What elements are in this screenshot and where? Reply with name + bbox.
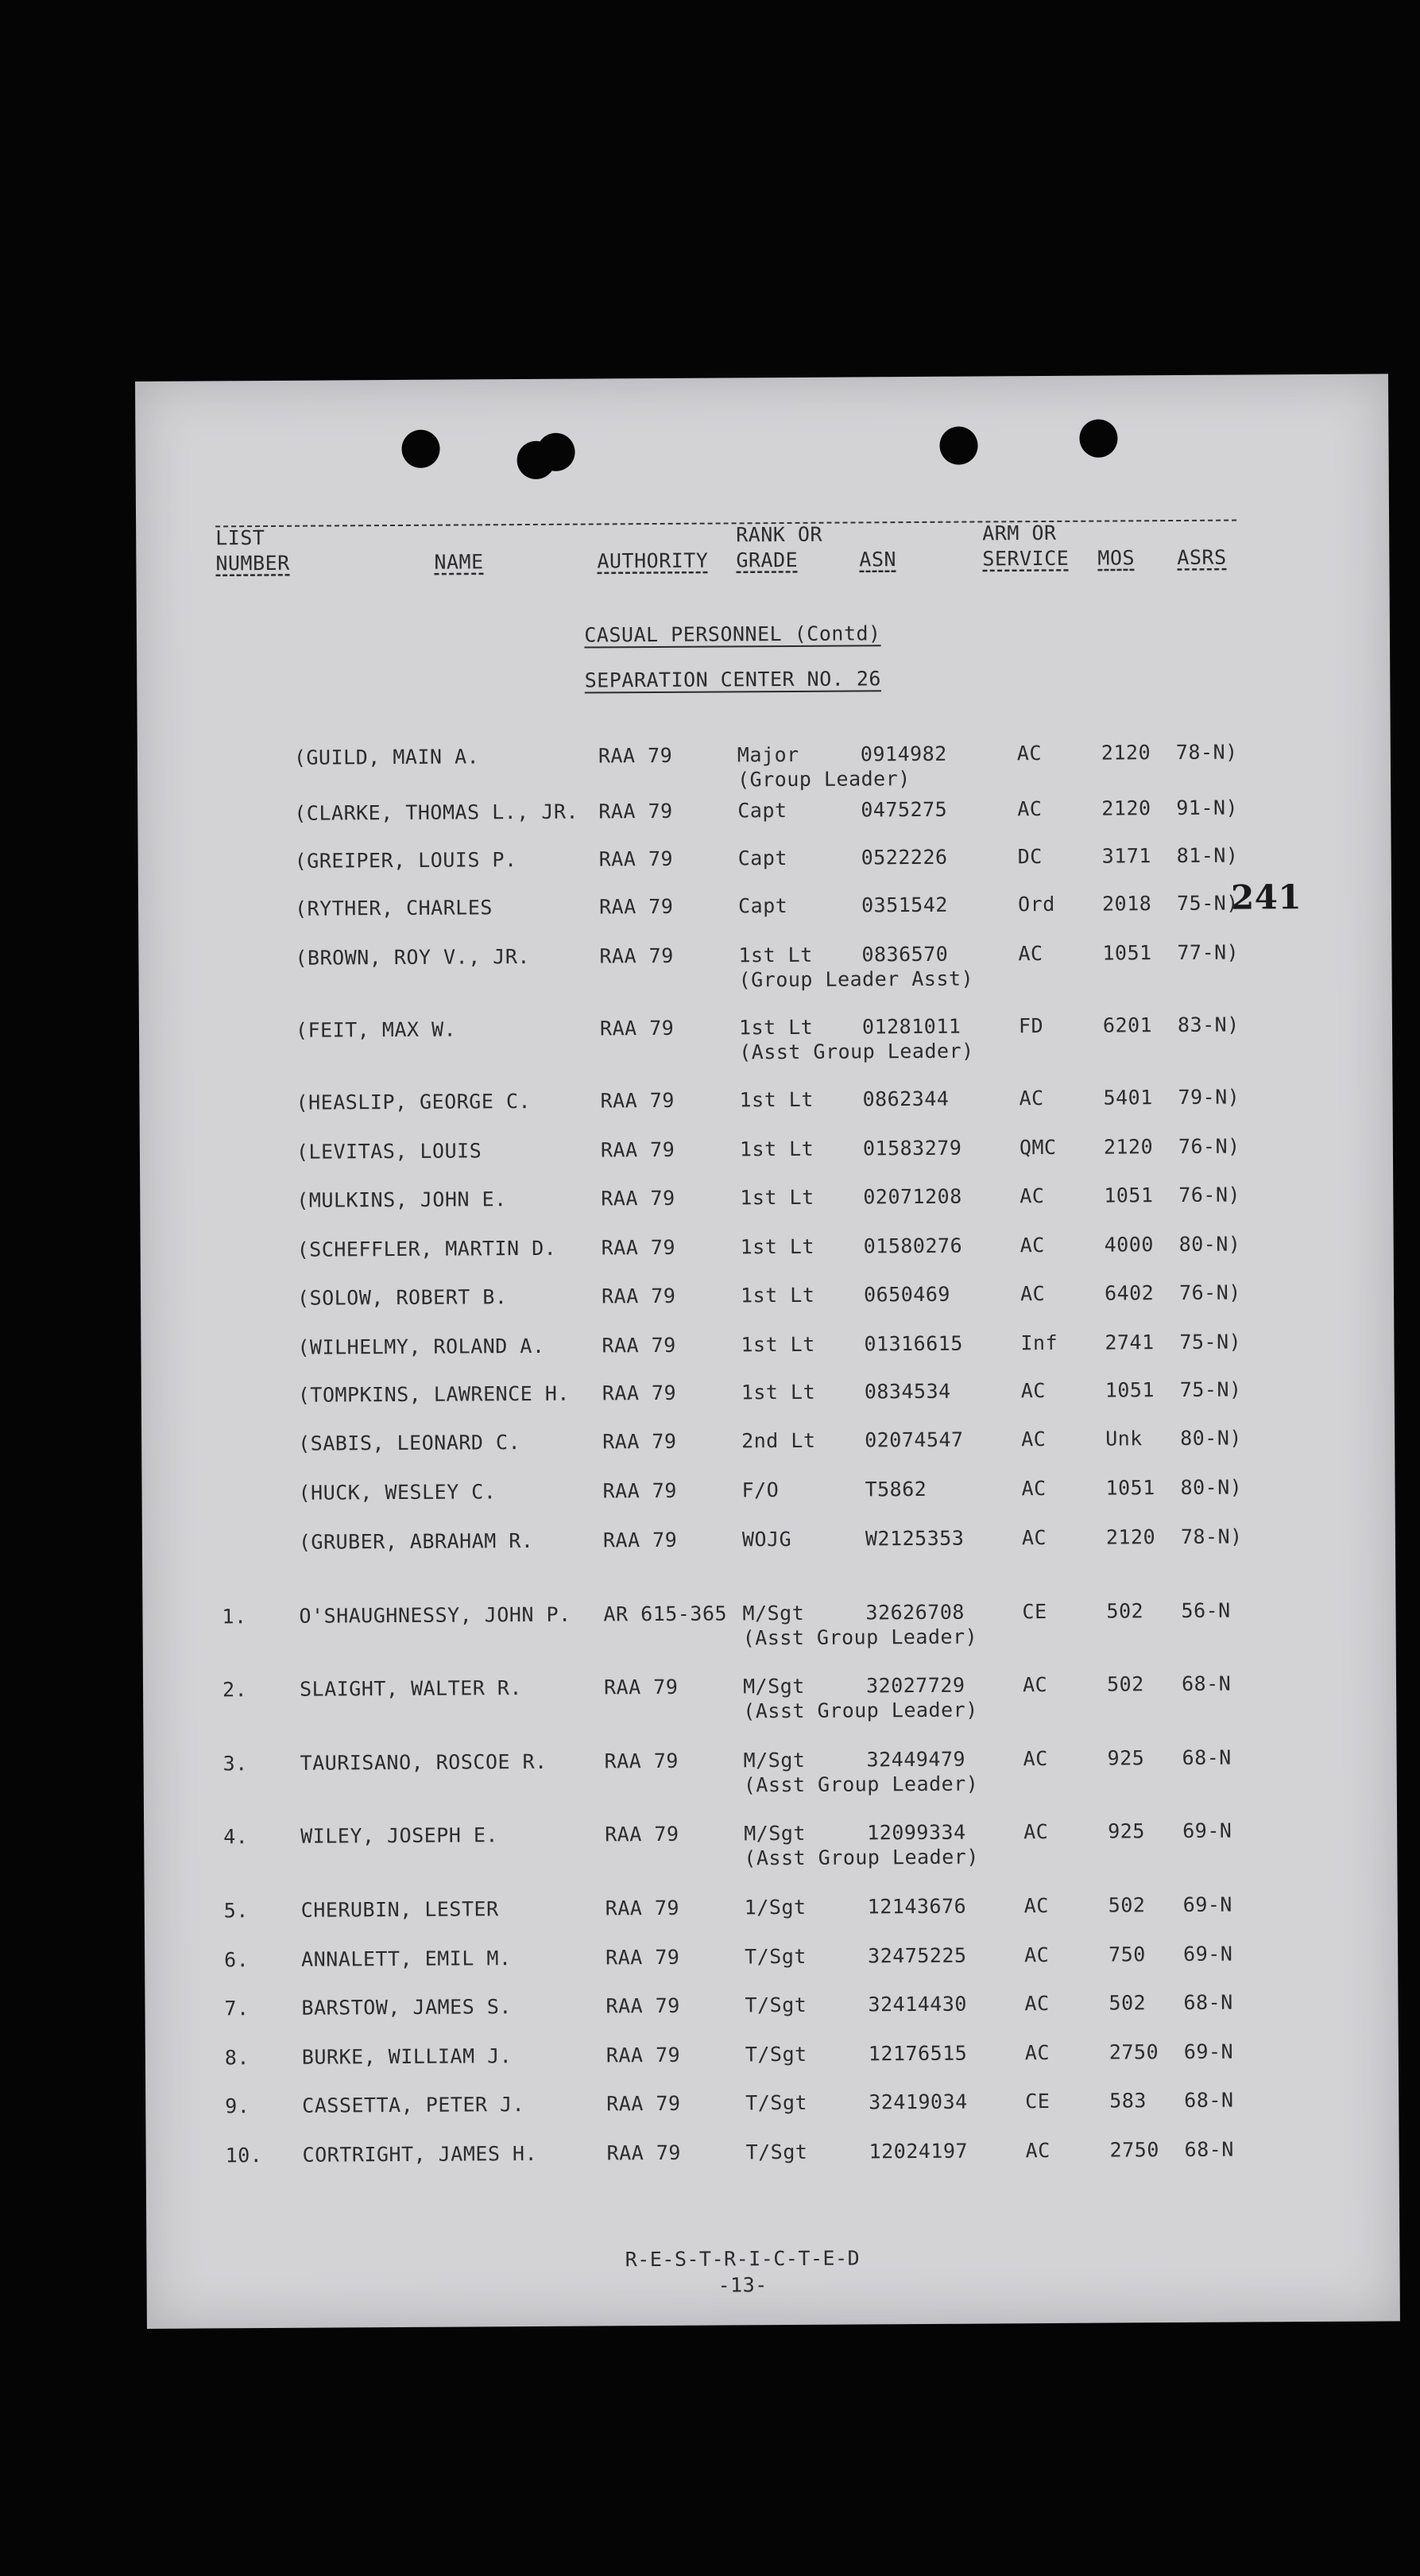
asrs: 68-N: [1184, 2137, 1234, 2161]
rank-grade: M/Sgt: [742, 1674, 805, 1699]
personnel-name: CORTRIGHT, JAMES H.: [302, 2141, 538, 2167]
officer-row: [138, 843, 1391, 898]
asn: 01281011: [861, 1014, 961, 1039]
header-arm-line1: ARM OR: [982, 521, 1057, 545]
officer-row: [139, 1084, 1392, 1140]
asrs: 80-N): [1180, 1475, 1243, 1499]
handwritten-page-number: 241: [1230, 877, 1302, 917]
authority: RAA 79: [598, 743, 673, 768]
asn: 32449479: [866, 1747, 966, 1772]
authority: RAA 79: [602, 1528, 678, 1552]
asn: 0914982: [860, 742, 947, 766]
mos: 502: [1108, 1893, 1146, 1917]
arm-service: Inf: [1020, 1331, 1058, 1355]
enlisted-row: [145, 2039, 1399, 2094]
personnel-name: (RYTHER, CHARLES: [294, 896, 493, 920]
assignment-note: (Asst Group Leader): [739, 1039, 974, 1064]
rank-grade: WOJG: [741, 1527, 792, 1551]
punch-hole: [536, 433, 575, 471]
asrs: 76-N): [1178, 1280, 1241, 1304]
mos: 925: [1108, 1819, 1145, 1843]
asn: 32475225: [868, 1943, 967, 1968]
authority: RAA 79: [601, 1186, 675, 1211]
authority: AR 615-365: [603, 1602, 728, 1626]
authority: RAA 79: [598, 846, 674, 871]
arm-service: CE: [1022, 1600, 1047, 1624]
asn: 12024197: [869, 2139, 969, 2163]
mos: 2120: [1101, 741, 1151, 765]
assignment-note: (Asst Group Leader): [743, 1772, 979, 1797]
rank-grade: M/Sgt: [744, 1821, 807, 1846]
arm-service: AC: [1021, 1526, 1047, 1550]
punch-hole: [401, 430, 439, 468]
header-name: NAME: [434, 550, 484, 574]
enlisted-row: [143, 1671, 1396, 1726]
personnel-name: TAURISANO, ROSCOE R.: [300, 1749, 547, 1775]
asrs: 79-N): [1178, 1085, 1240, 1109]
enlisted-row: [146, 2136, 1399, 2192]
section-subtitle: SEPARATION CENTER NO. 26: [584, 667, 881, 692]
mos: 1051: [1102, 941, 1152, 965]
authority: RAA 79: [606, 1945, 680, 1970]
asn: 01580276: [863, 1234, 963, 1258]
authority: RAA 79: [599, 943, 674, 968]
list-number: 3.: [222, 1752, 248, 1776]
authority: RAA 79: [602, 1429, 677, 1454]
authority: RAA 79: [606, 2091, 681, 2116]
personnel-name: (GREIPER, LOUIS P.: [294, 848, 517, 873]
mos: 502: [1106, 1672, 1144, 1696]
arm-service: CE: [1025, 2090, 1050, 2113]
asrs: 68-N: [1181, 1671, 1232, 1695]
officer-row: [141, 1231, 1394, 1287]
asn: 02074547: [865, 1427, 964, 1452]
mos: 2120: [1101, 796, 1151, 820]
assignment-note: (Asst Group Leader): [744, 1845, 979, 1870]
asn: 12099334: [867, 1820, 966, 1845]
officer-row: [138, 890, 1391, 946]
header-list-number-line2: NUMBER: [215, 551, 290, 575]
personnel-name: (BROWN, ROY V., JR.: [295, 944, 531, 970]
page-number: -13-: [718, 2273, 768, 2297]
asn: 0650469: [863, 1282, 950, 1307]
list-number: 5.: [223, 1899, 249, 1923]
rank-grade: 1st Lt: [740, 1185, 814, 1210]
authority: RAA 79: [606, 2140, 682, 2165]
header-asn: ASN: [859, 548, 897, 571]
assignment-note: (Asst Group Leader): [742, 1625, 978, 1650]
header-rank-line1: RANK OR: [736, 522, 823, 547]
asrs: 69-N: [1183, 2039, 1234, 2063]
mos: 2120: [1105, 1525, 1156, 1549]
list-number: 9.: [225, 2094, 250, 2118]
asrs: 77-N): [1177, 940, 1240, 965]
asn: 02071208: [863, 1184, 962, 1209]
list-number: 10.: [225, 2144, 263, 2167]
personnel-name: BURKE, WILLIAM J.: [301, 2044, 513, 2069]
punch-hole: [1079, 419, 1117, 457]
personnel-name: (WILHELMY, ROLAND A.: [297, 1334, 545, 1359]
header-mos: MOS: [1097, 546, 1136, 570]
arm-service: AC: [1021, 1477, 1047, 1501]
authority: RAA 79: [600, 1088, 675, 1113]
rank-grade: Capt: [737, 893, 788, 918]
officer-row: [141, 1280, 1394, 1335]
personnel-name: WILEY, JOSEPH E.: [300, 1823, 499, 1848]
authority: RAA 79: [599, 1016, 675, 1040]
personnel-name: (HUCK, WESLEY C.: [298, 1480, 497, 1505]
personnel-name: (TOMPKINS, LAWRENCE H.: [297, 1381, 571, 1407]
authority: RAA 79: [604, 1749, 679, 1773]
personnel-name: SLAIGHT, WALTER R.: [299, 1676, 523, 1701]
rank-grade: 1st Lt: [739, 1087, 814, 1112]
restricted-marking: R-E-S-T-R-I-C-T-E-D: [625, 2246, 861, 2272]
personnel-name: BARSTOW, JAMES S.: [301, 1995, 512, 2020]
arm-service: AC: [1020, 1234, 1045, 1257]
punch-hole: [939, 427, 977, 465]
header-list-number-line1: LIST: [215, 526, 265, 550]
officer-row: [137, 795, 1391, 850]
rank-grade: T/Sgt: [745, 2042, 807, 2067]
asn: 0862344: [862, 1087, 950, 1111]
personnel-name: (SOLOW, ROBERT B.: [296, 1285, 508, 1310]
officer-row: [141, 1474, 1395, 1530]
mos: 6201: [1102, 1013, 1153, 1037]
personnel-name: CASSETTA, PETER J.: [302, 2093, 525, 2117]
personnel-name: (GUILD, MAIN A.: [293, 745, 480, 769]
authority: RAA 79: [605, 1822, 679, 1846]
asn: 32027729: [865, 1673, 965, 1698]
arm-service: FD: [1018, 1014, 1044, 1038]
personnel-name: (LEVITAS, LOUIS: [296, 1139, 482, 1164]
officer-row: [141, 1329, 1394, 1385]
mos: Unk: [1105, 1427, 1143, 1451]
assignment-note: (Group Leader Asst): [738, 966, 974, 992]
authority: RAA 79: [602, 1333, 676, 1358]
arm-service: AC: [1024, 2041, 1050, 2065]
rank-grade: 1st Lt: [738, 943, 813, 967]
authority: RAA 79: [601, 1284, 676, 1308]
arm-service: AC: [1020, 1379, 1046, 1403]
list-number: 8.: [224, 2046, 250, 2070]
personnel-name: ANNALETT, EMIL M.: [301, 1947, 512, 1971]
mos: 2018: [1101, 892, 1152, 916]
arm-service: AC: [1016, 742, 1043, 765]
arm-service: AC: [1019, 1087, 1044, 1110]
arm-service: AC: [1021, 1427, 1047, 1451]
section-title: CASUAL PERSONNEL (Contd): [584, 622, 881, 647]
asrs: 78-N): [1180, 1524, 1243, 1548]
personnel-name: (CLARKE, THOMAS L., JR.: [294, 800, 579, 825]
arm-service: DC: [1017, 845, 1043, 869]
header-top-rule: [215, 520, 1236, 528]
document-page: [135, 374, 1400, 2329]
rank-grade: T/Sgt: [745, 1944, 807, 1969]
rank-grade: M/Sgt: [742, 1601, 805, 1625]
asrs: 78-N): [1175, 740, 1238, 765]
enlisted-row: [145, 1941, 1398, 1997]
mos: 1051: [1104, 1183, 1154, 1207]
mos: 2120: [1103, 1135, 1154, 1159]
asrs: 80-N): [1180, 1426, 1242, 1450]
mos: 583: [1109, 2089, 1147, 2113]
asn: 32626708: [865, 1600, 965, 1625]
asrs: 69-N: [1182, 1892, 1233, 1916]
personnel-name: (HEASLIP, GEORGE C.: [296, 1089, 532, 1114]
asrs: 91-N): [1176, 796, 1239, 820]
enlisted-row: [145, 1892, 1398, 1947]
asrs: 68-N: [1184, 2088, 1234, 2112]
asn: 32419034: [869, 2090, 968, 2114]
arm-service: AC: [1023, 1894, 1049, 1918]
rank-grade: T/Sgt: [745, 1993, 807, 2017]
mos: 3171: [1101, 844, 1151, 868]
arm-service: AC: [1017, 797, 1043, 821]
personnel-name: (SABIS, LEONARD C.: [298, 1431, 521, 1455]
asrs: 75-N): [1179, 1330, 1242, 1354]
arm-service: AC: [1020, 1184, 1045, 1208]
authority: RAA 79: [598, 894, 674, 919]
list-number: 2.: [222, 1678, 248, 1702]
officer-row: [140, 1182, 1393, 1238]
mos: 925: [1107, 1746, 1145, 1770]
asrs: 75-N): [1176, 891, 1239, 916]
asrs: 75-N): [1179, 1377, 1242, 1401]
asrs: 56-N: [1181, 1598, 1231, 1622]
authority: RAA 79: [606, 1993, 680, 2018]
enlisted-row: [144, 1818, 1397, 1873]
arm-service: AC: [1023, 1820, 1049, 1844]
assignment-note: (Asst Group Leader): [743, 1698, 978, 1723]
mos: 2750: [1109, 2138, 1159, 2162]
rank-grade: 1/Sgt: [744, 1895, 807, 1919]
list-number: 1.: [222, 1605, 247, 1629]
authority: RAA 79: [606, 2043, 681, 2067]
rank-grade: F/O: [741, 1478, 780, 1502]
asn: 0522226: [861, 845, 948, 870]
rank-grade: Major: [737, 742, 799, 767]
rank-grade: 1st Lt: [739, 1137, 814, 1161]
asn: 0351542: [861, 893, 948, 917]
mos: 2741: [1105, 1331, 1155, 1354]
list-number: 7.: [224, 1997, 250, 2020]
officer-row: [140, 1133, 1393, 1189]
header-authority: AUTHORITY: [597, 548, 709, 573]
authority: RAA 79: [602, 1478, 677, 1503]
list-number: 4.: [223, 1825, 249, 1849]
arm-service: AC: [1018, 942, 1043, 966]
asn: 01583279: [862, 1136, 962, 1160]
rank-grade: 2nd Lt: [741, 1428, 816, 1453]
officer-row: [142, 1524, 1395, 1579]
personnel-name: O'SHAUGHNESSY, JOHN P.: [299, 1602, 571, 1628]
asn: W2125353: [865, 1526, 965, 1551]
rank-grade: Capt: [737, 846, 787, 870]
personnel-name: (GRUBER, ABRAHAM R.: [298, 1528, 534, 1554]
authority: RAA 79: [600, 1137, 675, 1162]
mos: 2750: [1109, 2040, 1159, 2064]
asn: 12143676: [867, 1894, 967, 1919]
mos: 4000: [1104, 1233, 1154, 1257]
list-number: 6.: [224, 1948, 250, 1972]
asn: 0834534: [864, 1379, 951, 1404]
asrs: 80-N): [1178, 1232, 1241, 1256]
officer-row: [138, 939, 1391, 995]
header-arm-line2: SERVICE: [982, 546, 1070, 571]
personnel-name: (FEIT, MAX W.: [295, 1017, 457, 1042]
asrs: 68-N: [1182, 1745, 1232, 1769]
asrs: 83-N): [1177, 1013, 1240, 1037]
asrs: 76-N): [1178, 1134, 1240, 1158]
rank-grade: 1st Lt: [741, 1332, 815, 1357]
asn: T5862: [865, 1477, 927, 1501]
officer-row: [141, 1377, 1395, 1432]
officer-row: [137, 739, 1391, 795]
mos: 502: [1109, 1991, 1147, 2015]
enlisted-row: [145, 2087, 1399, 2143]
authority: RAA 79: [603, 1675, 679, 1699]
authority: RAA 79: [605, 1896, 680, 1920]
asrs: 76-N): [1178, 1183, 1241, 1207]
officer-row: [139, 1012, 1392, 1067]
personnel-name: (MULKINS, JOHN E.: [296, 1187, 507, 1212]
mos: 6402: [1104, 1281, 1155, 1305]
authority: RAA 79: [598, 799, 673, 823]
asn: 0475275: [861, 797, 948, 822]
rank-grade: M/Sgt: [743, 1748, 806, 1772]
asrs: 81-N): [1176, 843, 1239, 868]
rank-grade: Capt: [737, 798, 787, 823]
rank-grade: 1st Lt: [741, 1380, 816, 1404]
enlisted-row: [144, 1745, 1397, 1800]
assignment-note: (Group Leader): [737, 767, 911, 792]
arm-service: QMC: [1019, 1135, 1057, 1160]
arm-service: AC: [1022, 1673, 1048, 1697]
asn: 0836570: [861, 942, 949, 966]
enlisted-row: [142, 1598, 1395, 1653]
asrs: 69-N: [1182, 1819, 1232, 1842]
asn: 32414430: [868, 1992, 967, 2016]
officer-row: [141, 1425, 1395, 1481]
personnel-name: CHERUBIN, LESTER: [300, 1897, 499, 1922]
arm-service: AC: [1024, 1943, 1050, 1967]
asrs: 69-N: [1183, 1942, 1233, 1966]
mos: 502: [1106, 1599, 1144, 1623]
mos: 1051: [1105, 1378, 1155, 1402]
arm-service: AC: [1023, 1747, 1048, 1771]
rank-grade: T/Sgt: [745, 2090, 808, 2115]
arm-service: Ord: [1017, 892, 1055, 916]
header-asrs: ASRS: [1177, 545, 1227, 569]
rank-grade: 1st Lt: [738, 1015, 814, 1040]
mos: 5401: [1103, 1086, 1153, 1110]
arm-service: AC: [1024, 1992, 1050, 2016]
authority: RAA 79: [601, 1235, 676, 1260]
rank-grade: 1st Lt: [740, 1283, 815, 1307]
asn: 12176515: [868, 2041, 968, 2066]
arm-service: AC: [1025, 2139, 1050, 2163]
mos: 1051: [1105, 1476, 1155, 1500]
rank-grade: 1st Lt: [740, 1234, 815, 1259]
authority: RAA 79: [602, 1381, 677, 1405]
personnel-name: (SCHEFFLER, MARTIN D.: [296, 1236, 557, 1261]
enlisted-row: [145, 1989, 1398, 2045]
asrs: 68-N: [1183, 1990, 1233, 2014]
mos: 750: [1109, 1943, 1146, 1966]
rank-grade: T/Sgt: [745, 2140, 808, 2164]
asn: 01316615: [864, 1331, 963, 1356]
arm-service: AC: [1020, 1282, 1046, 1306]
header-rank-line2: GRADE: [736, 548, 799, 572]
